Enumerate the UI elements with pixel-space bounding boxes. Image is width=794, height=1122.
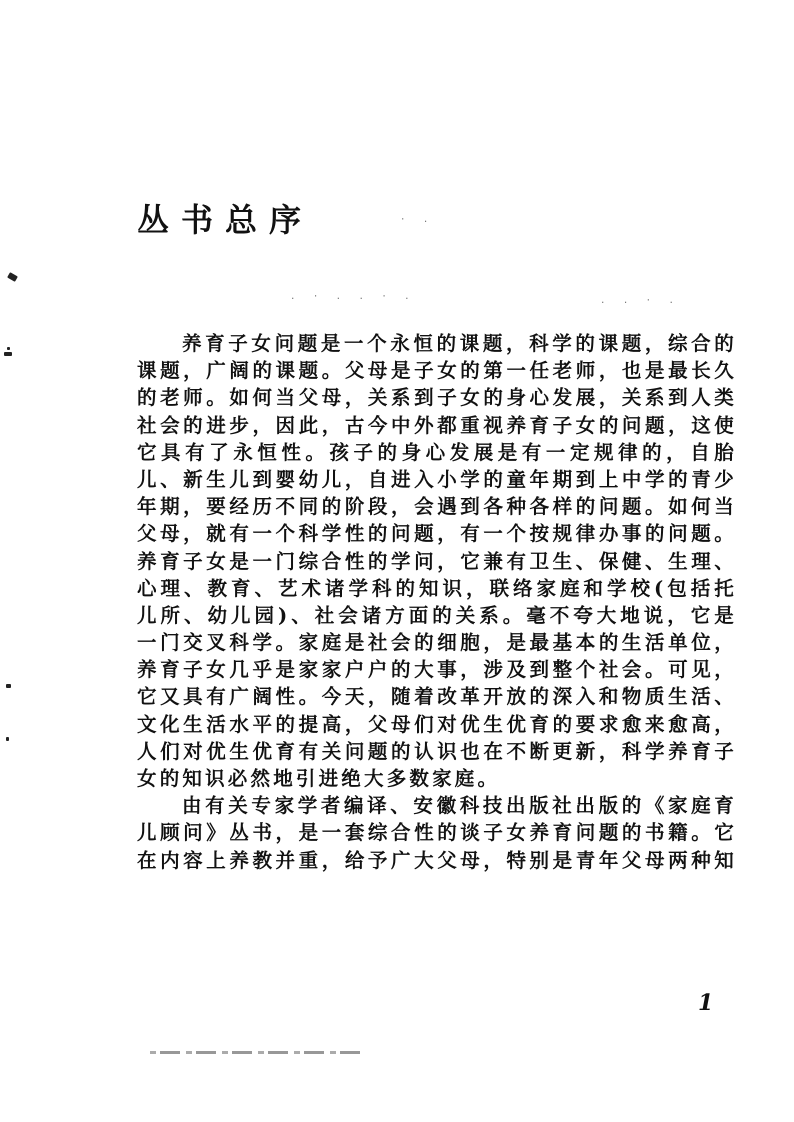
text-line: 女的知识必然地引进绝大多数家庭。 bbox=[137, 767, 501, 790]
text-line: 在内容上养教并重，给予广大父母，特别是青年父母两种知 bbox=[137, 848, 737, 872]
scan-noise: . . · . bbox=[600, 296, 680, 306]
text-line: 父母，就有一个科学性的问题，有一个按规律办事的问题。 bbox=[137, 522, 737, 546]
scan-speck bbox=[6, 684, 11, 688]
text-line: 社会的进步，因此，古今中外都重视养育子女的问题，这使 bbox=[137, 413, 737, 437]
scan-speck bbox=[7, 347, 10, 350]
scan-noise: . · . . · . bbox=[290, 292, 416, 302]
text-line: 它又具有广阔性。今天，随着改革开放的深入和物质生活、 bbox=[137, 685, 737, 709]
text-line: 儿顾问》丛书，是一套综合性的谈子女养育问题的书籍。它 bbox=[137, 821, 737, 845]
scan-speck bbox=[7, 272, 18, 282]
text-line: 文化生活水平的提高，父母们对优生优育的要求愈来愈高， bbox=[137, 712, 737, 736]
text-line: 的老师。如何当父母，关系到子女的身心发展，关系到人类 bbox=[137, 386, 737, 410]
text-line: 它具有了永恒性。孩子的身心发展是有一定规律的，自胎 bbox=[137, 440, 737, 464]
text-line: 儿、新生儿到婴幼儿，自进入小学的童年期到上中学的青少 bbox=[137, 467, 737, 491]
text-line: 养育子女问题是一个永恒的课题，科学的课题，综合的 bbox=[182, 332, 737, 355]
text-line: 由有关专家学者编译、安徽科技出版社出版的《家庭育 bbox=[182, 794, 737, 818]
text-line: 年期，要经历不同的阶段，会遇到各种各样的问题。如何当 bbox=[137, 495, 737, 519]
scan-speck bbox=[6, 737, 9, 741]
page-number: 1 bbox=[698, 990, 714, 1016]
paragraph-1 bbox=[137, 330, 737, 792]
text-line: 课题，广阔的课题。父母是子女的第一任老师，也是最长久 bbox=[137, 359, 737, 383]
text-line: 一门交叉科学。家庭是社会的细胞，是最基本的生活单位， bbox=[137, 631, 737, 655]
scan-noise: · . bbox=[400, 215, 435, 225]
paragraph-2 bbox=[137, 792, 737, 874]
scan-speck bbox=[4, 352, 12, 356]
text-line: 养育子女几乎是家家户户的大事，涉及到整个社会。可见， bbox=[137, 658, 737, 682]
scan-artifact-bar bbox=[150, 1051, 365, 1054]
page-title: 丛书总序 bbox=[137, 201, 314, 239]
text-line: 心理、教育、艺术诸学科的知识，联络家庭和学校(包括托 bbox=[137, 576, 737, 600]
text-line: 养育子女是一门综合性的学问，它兼有卫生、保健、生理、 bbox=[137, 549, 737, 573]
text-line: 儿所、幼儿园)、社会诸方面的关系。毫不夸大地说，它是 bbox=[137, 603, 737, 627]
body-text bbox=[137, 330, 737, 874]
text-line: 人们对优生优育有关问题的认识也在不断更新，科学养育子 bbox=[137, 739, 737, 763]
